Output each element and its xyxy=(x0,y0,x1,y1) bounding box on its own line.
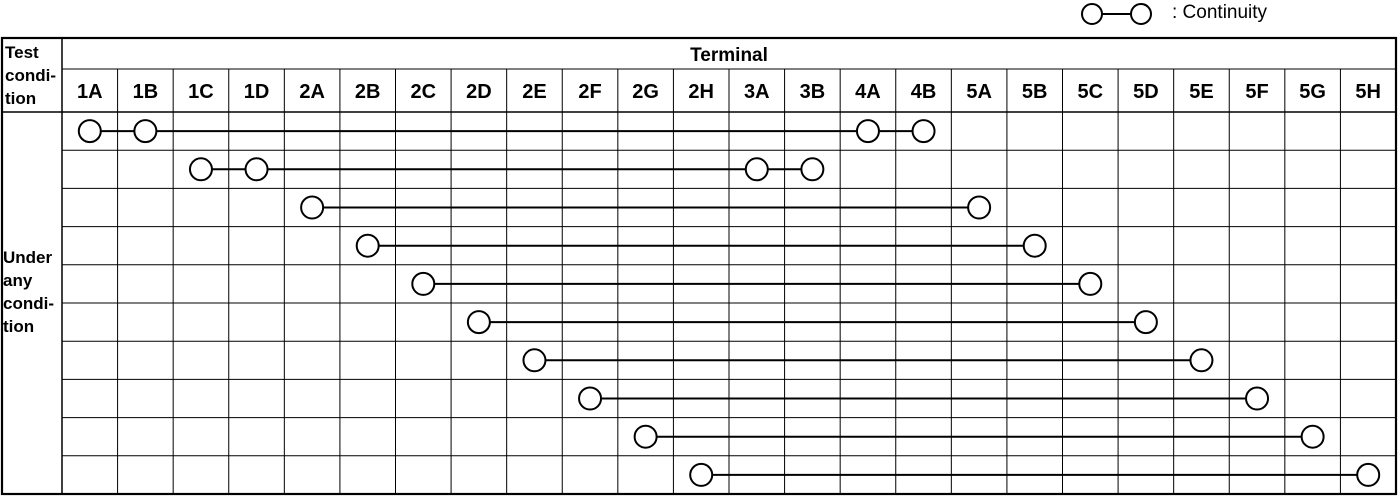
continuity-point xyxy=(246,158,268,180)
terminal-label: 5D xyxy=(1133,81,1159,103)
table-border xyxy=(2,38,1396,494)
terminal-label: 2D xyxy=(466,81,492,103)
terminal-label: 2H xyxy=(688,81,714,103)
continuity-point xyxy=(1246,388,1268,410)
terminal-label: 5B xyxy=(1021,81,1048,103)
continuity-point xyxy=(635,426,657,448)
terminal-label: 4A xyxy=(855,81,881,103)
test-condition-header: Test xyxy=(5,43,39,62)
continuity-point xyxy=(412,273,434,295)
terminal-label: 3A xyxy=(744,81,770,103)
continuity-point xyxy=(301,197,323,219)
terminal-label: 2C xyxy=(410,81,437,103)
terminal-label: 1D xyxy=(243,81,270,103)
terminal-label: 5G xyxy=(1299,81,1326,103)
continuity-point xyxy=(857,120,879,142)
continuity-point xyxy=(1357,464,1379,486)
terminal-label: 2F xyxy=(578,81,602,103)
continuity-point xyxy=(1302,426,1324,448)
continuity-point xyxy=(1190,349,1212,371)
continuity-point xyxy=(1135,311,1157,333)
legend-label: : Continuity xyxy=(1172,2,1268,23)
continuity-point xyxy=(1024,235,1046,257)
terminal-label: 5E xyxy=(1189,81,1214,103)
terminal-label: 1A xyxy=(77,81,103,103)
terminal-label: 2E xyxy=(522,81,547,103)
continuity-point xyxy=(357,235,379,257)
continuity-point xyxy=(523,349,545,371)
terminal-label: 3B xyxy=(799,81,826,103)
continuity-point xyxy=(746,158,768,180)
terminal-label: 2A xyxy=(299,81,325,103)
continuity-point xyxy=(579,388,601,410)
terminal-label: 5H xyxy=(1355,81,1381,103)
continuity-point xyxy=(913,120,935,142)
terminal-label: 2B xyxy=(354,81,381,103)
continuity-point xyxy=(690,464,712,486)
continuity-point xyxy=(968,197,990,219)
test-condition-header: condi- xyxy=(5,66,56,85)
terminal-label: 4B xyxy=(910,81,937,103)
terminal-label: 5C xyxy=(1077,81,1104,103)
test-condition-header: tion xyxy=(5,89,37,108)
terminal-label: 5A xyxy=(966,81,992,103)
continuity-point xyxy=(468,311,490,333)
terminal-label: 5F xyxy=(1245,81,1269,103)
condition-label: Under xyxy=(3,248,53,267)
condition-label: condi- xyxy=(3,294,54,313)
condition-label: any xyxy=(3,271,33,290)
terminal-label: 1C xyxy=(188,81,214,103)
condition-label: tion xyxy=(3,317,35,336)
terminal-header: Terminal xyxy=(690,45,768,66)
continuity-point xyxy=(190,158,212,180)
continuity-point xyxy=(134,120,156,142)
terminal-label: 2G xyxy=(632,81,659,103)
continuity-point xyxy=(801,158,823,180)
terminal-label: 1B xyxy=(132,81,159,103)
continuity-point xyxy=(1079,273,1101,295)
continuity-point xyxy=(79,120,101,142)
